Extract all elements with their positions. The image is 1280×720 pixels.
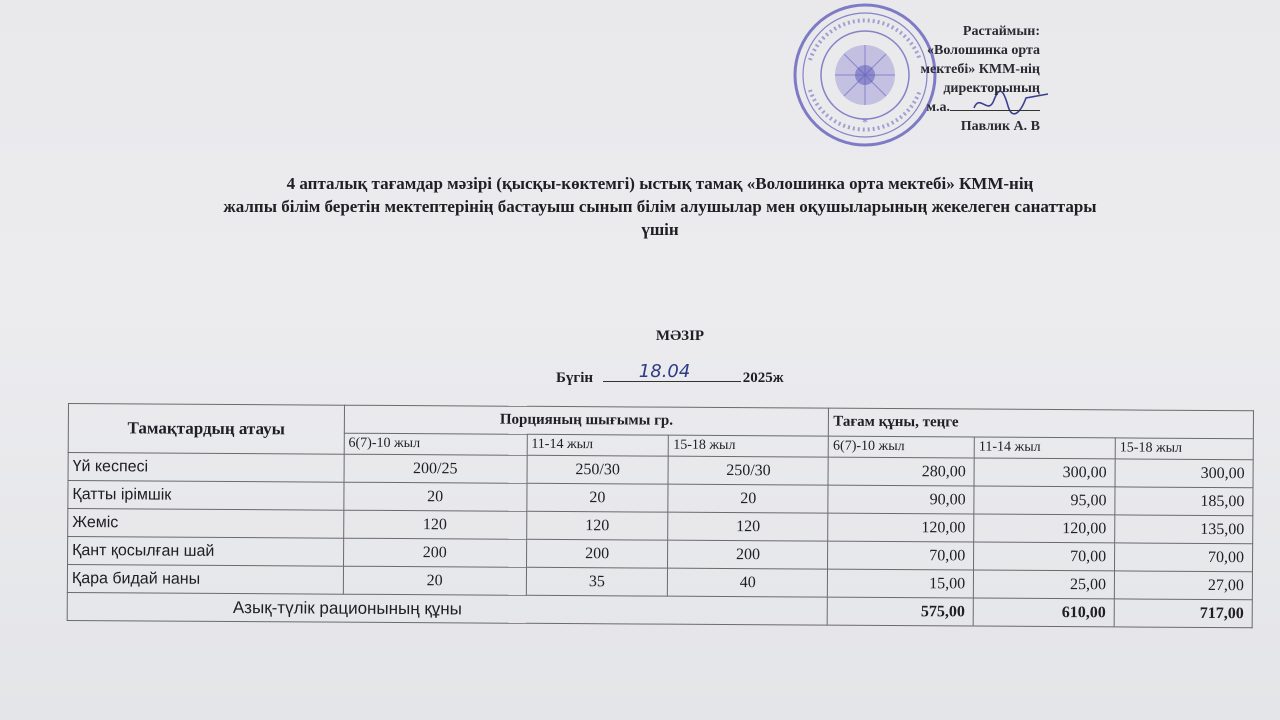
portion-cell: 40 (668, 568, 828, 597)
age-group-header: 11-14 жыл (527, 434, 669, 456)
dish-name: Қатты ірімшік (68, 481, 344, 511)
age-group-header: 6(7)-10 жыл (344, 433, 527, 455)
date-line (556, 361, 784, 387)
approval-line (870, 98, 1040, 117)
total-label: Азық-түлік рационының құны (67, 592, 827, 625)
portion-cell: 200 (668, 540, 828, 569)
age-group-header: 15-18 жыл (1115, 438, 1253, 460)
svg-text:*: * (862, 115, 868, 129)
price-cell: 280,00 (828, 457, 974, 486)
price-cell: 135,00 (1115, 515, 1253, 544)
dish-name: Қант қосылған шай (68, 537, 344, 567)
price-cell: 15,00 (828, 569, 974, 598)
price-cell: 120,00 (828, 513, 974, 542)
price-cell: 95,00 (974, 486, 1115, 515)
menu-table (67, 403, 1254, 628)
acting-abbrev: м.а. (926, 100, 950, 115)
price-cell: 300,00 (1115, 459, 1253, 488)
age-group-header: 6(7)-10 жыл (828, 436, 974, 458)
table-header-row (68, 404, 1253, 439)
price-cell: 25,00 (974, 570, 1115, 599)
price-cell: 70,00 (1115, 543, 1253, 572)
title-line: үшін (641, 220, 679, 239)
header-price: Тағам құны, теңге (829, 408, 1254, 439)
portion-cell: 250/30 (527, 455, 669, 484)
price-cell: 120,00 (974, 514, 1115, 543)
approval-line: «Волошинка орта (927, 43, 1040, 58)
portion-cell: 20 (526, 483, 668, 512)
dish-name: Қара бидай наны (67, 565, 343, 595)
title-line: жалпы білім беретін мектептерінің бастауыш сынып білім алушылар мен оқушыларының жекелеген санаттары (223, 197, 1097, 216)
portion-cell: 200/25 (344, 454, 527, 483)
portion-cell: 120 (526, 511, 668, 540)
dish-name: Жеміс (68, 509, 344, 539)
date-blank (603, 361, 741, 382)
price-cell: 70,00 (974, 542, 1115, 571)
handwritten-date: 18.04 (638, 361, 691, 382)
price-cell: 27,00 (1114, 571, 1252, 600)
portion-cell: 200 (526, 539, 668, 568)
approval-line: мектебі» КММ-нің (920, 62, 1040, 77)
portion-cell: 20 (344, 482, 527, 511)
total-cell: 610,00 (973, 598, 1114, 627)
portion-cell: 120 (668, 512, 828, 541)
approval-block (870, 22, 1040, 136)
date-prefix: Бүгін (556, 370, 594, 386)
age-group-header: 15-18 жыл (669, 435, 829, 457)
age-group-header: 11-14 жыл (974, 437, 1115, 459)
portion-cell: 35 (526, 567, 668, 596)
header-dish-name: Тамақтардың атауы (68, 404, 344, 455)
menu-heading: МӘЗІР (655, 328, 705, 344)
approval-director-name: Павлик А. В (960, 119, 1040, 134)
total-row (67, 592, 1252, 627)
total-cell: 717,00 (1114, 599, 1252, 628)
title-line: 4 апталық тағамдар мәзірі (қысқы-көктемгі) ыстық тамақ «Волошинка орта мектебі» КММ-нің (286, 174, 1034, 193)
approval-line: директорының (943, 81, 1040, 96)
portion-cell: 250/30 (668, 456, 828, 485)
portion-cell: 200 (343, 538, 526, 567)
date-year: 2025ж (742, 370, 784, 386)
price-cell: 70,00 (828, 541, 974, 570)
portion-cell: 120 (343, 510, 526, 539)
document-title (60, 172, 1260, 241)
total-cell: 575,00 (827, 597, 973, 626)
header-portion: Порцияның шығымы гр. (344, 405, 829, 436)
price-cell: 300,00 (974, 458, 1115, 487)
approval-line: Растаймын: (962, 24, 1040, 39)
price-cell: 90,00 (828, 485, 974, 514)
price-cell: 185,00 (1115, 487, 1253, 516)
dish-name: Үй кеспесі (68, 453, 344, 483)
portion-cell: 20 (668, 484, 828, 513)
portion-cell: 20 (343, 566, 526, 595)
